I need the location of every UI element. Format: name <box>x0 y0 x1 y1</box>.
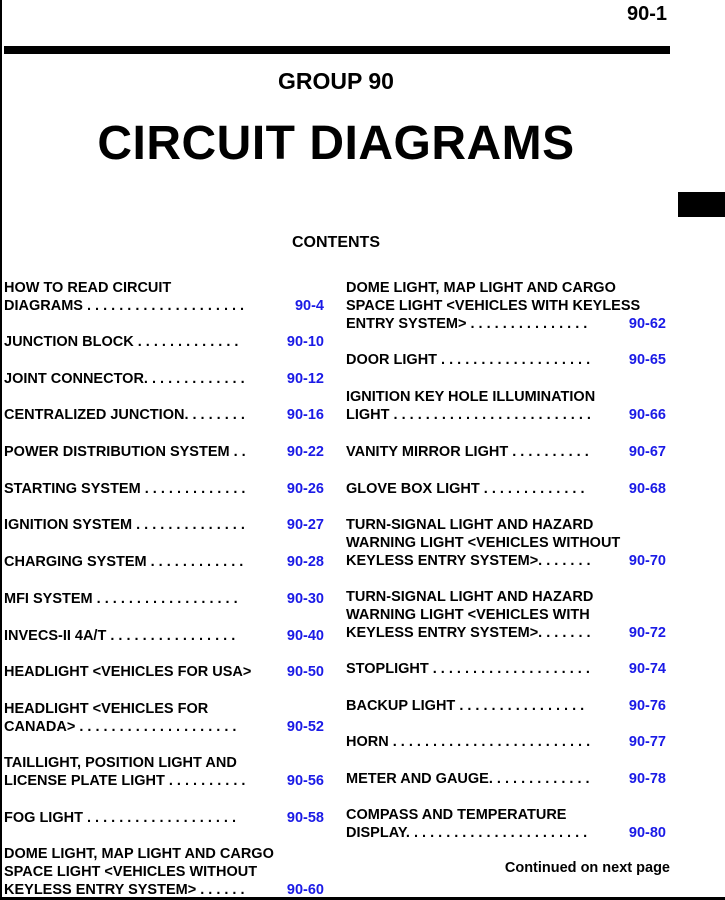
toc-entry[interactable] <box>346 516 666 570</box>
toc-page-link[interactable]: 90-70 <box>628 553 666 569</box>
toc-entry[interactable] <box>4 333 324 351</box>
toc-entry-title-line: HOW TO READ CIRCUIT <box>4 280 172 296</box>
toc-entry-title-line: GLOVE BOX LIGHT . . . . . . . . . . . . . <box>346 481 585 497</box>
toc-entry[interactable] <box>346 770 666 788</box>
toc-page-link[interactable]: 90-80 <box>628 825 666 841</box>
header-rule <box>4 46 670 54</box>
toc-entry-title-line: POWER DISTRIBUTION SYSTEM . . <box>4 444 246 460</box>
toc-entry-title-line: BACKUP LIGHT . . . . . . . . . . . . . . . . <box>346 698 585 714</box>
toc-entry[interactable] <box>4 845 324 899</box>
toc-page-link[interactable]: 90-65 <box>628 352 666 368</box>
toc-entry-title-line: INVECS-II 4A/T . . . . . . . . . . . . . . . . <box>4 628 236 644</box>
toc-entry-title-line: WARNING LIGHT <VEHICLES WITHOUT <box>346 535 621 551</box>
toc-entry-title-line: KEYLESS ENTRY SYSTEM>. . . . . . . <box>346 625 591 641</box>
toc-page-link[interactable]: 90-78 <box>628 771 666 787</box>
toc-entry-title-line: JUNCTION BLOCK . . . . . . . . . . . . . <box>4 334 239 350</box>
toc-entry-title-line: FOG LIGHT . . . . . . . . . . . . . . . . . . . <box>4 810 237 826</box>
toc-entry[interactable] <box>346 279 666 333</box>
toc-page-link[interactable]: 90-52 <box>286 719 324 735</box>
toc-entry-title-line: SPACE LIGHT <VEHICLES WITH KEYLESS <box>346 298 641 314</box>
toc-entry[interactable] <box>4 443 324 461</box>
toc-page-link[interactable]: 90-76 <box>628 698 666 714</box>
toc-entry-title-line: IGNITION KEY HOLE ILLUMINATION <box>346 389 596 405</box>
toc-entry-title-line: STARTING SYSTEM . . . . . . . . . . . . . <box>4 481 246 497</box>
toc-page-link[interactable]: 90-67 <box>628 444 666 460</box>
toc-page-link[interactable]: 90-22 <box>286 444 324 460</box>
toc-page-link[interactable]: 90-58 <box>286 810 324 826</box>
toc-entry-title-line: STOPLIGHT . . . . . . . . . . . . . . . . . . . . <box>346 661 590 677</box>
toc-entry-title-line: TURN-SIGNAL LIGHT AND HAZARD <box>346 589 594 605</box>
toc-page-link[interactable]: 90-4 <box>294 298 324 314</box>
toc-page-link[interactable]: 90-40 <box>286 628 324 644</box>
toc-page-link[interactable]: 90-66 <box>628 407 666 423</box>
toc-entry-title-line: VANITY MIRROR LIGHT . . . . . . . . . . <box>346 444 589 460</box>
toc-entry[interactable] <box>4 553 324 571</box>
toc-entry-title-line: SPACE LIGHT <VEHICLES WITHOUT <box>4 864 258 880</box>
toc-entry[interactable] <box>4 663 324 681</box>
main-title: CIRCUIT DIAGRAMS <box>97 117 575 170</box>
toc-page-link[interactable]: 90-30 <box>286 591 324 607</box>
toc-page-link[interactable]: 90-74 <box>628 661 666 677</box>
toc-entry-title-line: CHARGING SYSTEM . . . . . . . . . . . . <box>4 554 244 570</box>
page-number: 90-1 <box>626 3 667 25</box>
toc-entry[interactable] <box>4 279 324 315</box>
toc-page-link[interactable]: 90-72 <box>628 625 666 641</box>
toc-entry[interactable] <box>346 588 666 642</box>
toc-page-link[interactable]: 90-16 <box>286 407 324 423</box>
toc-page-link[interactable]: 90-28 <box>286 554 324 570</box>
toc-entry-title-line: KEYLESS ENTRY SYSTEM>. . . . . . . <box>346 553 591 569</box>
toc-entry[interactable] <box>4 406 324 424</box>
toc-entry[interactable] <box>4 627 324 645</box>
toc-entry-title-line: ENTRY SYSTEM> . . . . . . . . . . . . . . . <box>346 316 588 332</box>
toc-page-link[interactable]: 90-56 <box>286 773 324 789</box>
section-tab-marker <box>678 192 725 217</box>
toc-entry-title-line: HORN . . . . . . . . . . . . . . . . . . . . . . . . . <box>346 734 591 750</box>
toc-entry[interactable] <box>4 809 324 827</box>
toc-entry[interactable] <box>4 370 324 388</box>
toc-entry[interactable] <box>346 388 666 424</box>
toc-entry-title-line: COMPASS AND TEMPERATURE <box>346 807 567 823</box>
toc-entry[interactable] <box>346 733 666 751</box>
toc-page-link[interactable]: 90-77 <box>628 734 666 750</box>
toc-entry-title-line: HEADLIGHT <VEHICLES FOR USA> <box>4 664 252 680</box>
toc-page-link[interactable]: 90-26 <box>286 481 324 497</box>
toc-entry[interactable] <box>4 590 324 608</box>
toc-entry-title-line: KEYLESS ENTRY SYSTEM> . . . . . . <box>4 882 245 898</box>
toc-page-link[interactable]: 90-60 <box>286 882 324 898</box>
toc-entry[interactable] <box>4 480 324 498</box>
toc-page-link[interactable]: 90-68 <box>628 481 666 497</box>
contents-heading: CONTENTS <box>292 234 380 251</box>
toc-entry-title-line: CANADA> . . . . . . . . . . . . . . . . . . . . <box>4 719 237 735</box>
toc-entry-title-line: DOME LIGHT, MAP LIGHT AND CARGO <box>346 280 616 296</box>
toc-entry[interactable] <box>346 697 666 715</box>
toc-entry-title-line: MFI SYSTEM . . . . . . . . . . . . . . . . . . <box>4 591 238 607</box>
toc-entry[interactable] <box>346 351 666 369</box>
toc-entry[interactable] <box>346 480 666 498</box>
toc-entry-title-line: WARNING LIGHT <VEHICLES WITH <box>346 607 590 623</box>
toc-entry[interactable] <box>346 660 666 678</box>
toc-entry[interactable] <box>4 700 324 736</box>
toc-entry-title-line: JOINT CONNECTOR. . . . . . . . . . . . . <box>4 371 245 387</box>
toc-page-link[interactable]: 90-50 <box>286 664 324 680</box>
toc-page-link[interactable]: 90-62 <box>628 316 666 332</box>
toc-page-link[interactable]: 90-12 <box>286 371 324 387</box>
toc-entry-title-line: HEADLIGHT <VEHICLES FOR <box>4 701 209 717</box>
toc-entry-title-line: DOOR LIGHT . . . . . . . . . . . . . . . . . . . <box>346 352 591 368</box>
toc-entry[interactable] <box>4 516 324 534</box>
group-title: GROUP 90 <box>278 68 394 94</box>
toc-entry-title-line: LICENSE PLATE LIGHT . . . . . . . . . . <box>4 773 246 789</box>
toc-entry-title-line: CENTRALIZED JUNCTION. . . . . . . . <box>4 407 245 423</box>
toc-entry-title-line: DISPLAY. . . . . . . . . . . . . . . . . . . . . . . <box>346 825 588 841</box>
toc-entry[interactable] <box>4 754 324 790</box>
toc-entry-title-line: LIGHT . . . . . . . . . . . . . . . . . . . . . . . . . <box>346 407 591 423</box>
toc-entry-title-line: IGNITION SYSTEM . . . . . . . . . . . . . . <box>4 517 245 533</box>
toc-entry-title-line: METER AND GAUGE. . . . . . . . . . . . . <box>346 771 590 787</box>
toc-entry[interactable] <box>346 443 666 461</box>
toc-page-link[interactable]: 90-27 <box>286 517 324 533</box>
toc-page-link[interactable]: 90-10 <box>286 334 324 350</box>
continued-note: Continued on next page <box>504 860 670 876</box>
toc-entry-title-line: DOME LIGHT, MAP LIGHT AND CARGO <box>4 846 274 862</box>
toc-entry-title-line: DIAGRAMS . . . . . . . . . . . . . . . . . . . . <box>4 298 245 314</box>
toc-entry[interactable] <box>346 806 666 842</box>
toc-entry-title-line: TAILLIGHT, POSITION LIGHT AND <box>4 755 237 771</box>
toc-entry-title-line: TURN-SIGNAL LIGHT AND HAZARD <box>346 517 594 533</box>
